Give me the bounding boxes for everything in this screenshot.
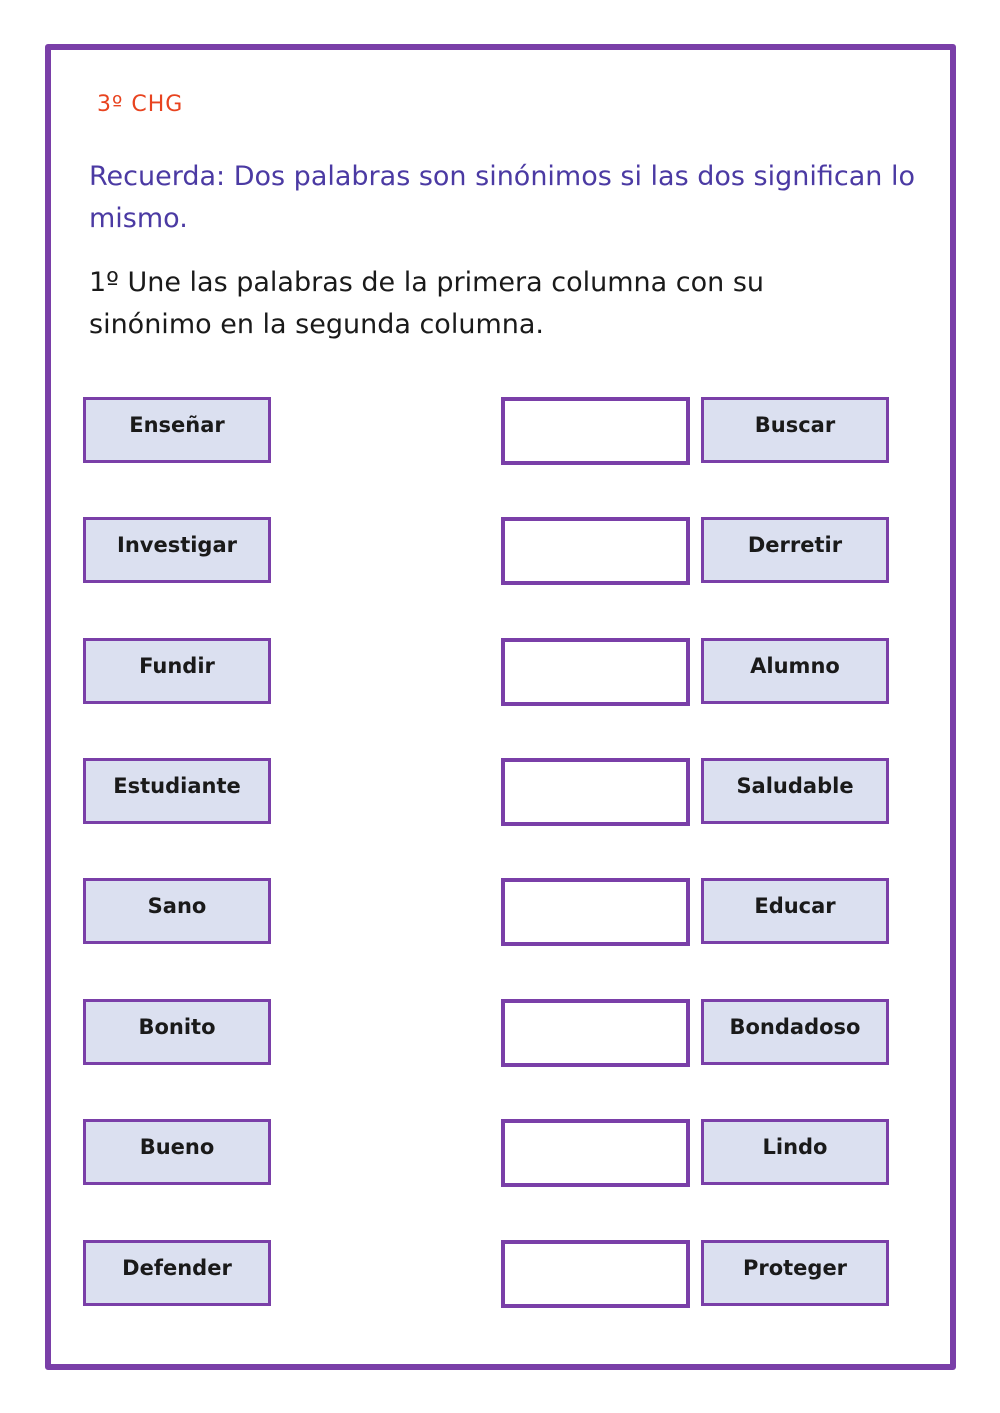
answer-drop-box[interactable] <box>501 638 690 706</box>
left-word-box: Bueno <box>83 1119 271 1185</box>
answer-drop-box[interactable] <box>501 1240 690 1308</box>
right-word-draggable[interactable]: Derretir <box>701 517 889 583</box>
right-word-draggable[interactable]: Proteger <box>701 1240 889 1306</box>
left-word-box: Enseñar <box>83 397 271 463</box>
left-word-box: Estudiante <box>83 758 271 824</box>
right-word-draggable[interactable]: Educar <box>701 878 889 944</box>
left-word-box: Fundir <box>83 638 271 704</box>
reminder-text: Recuerda: Dos palabras son sinónimos si las dos significan lo mismo. <box>89 161 915 234</box>
answer-drop-box[interactable] <box>501 758 690 826</box>
left-word-box: Investigar <box>83 517 271 583</box>
right-word-draggable[interactable]: Lindo <box>701 1119 889 1185</box>
right-word-draggable[interactable]: Buscar <box>701 397 889 463</box>
answer-drop-box[interactable] <box>501 1119 690 1187</box>
answer-drop-box[interactable] <box>501 999 690 1067</box>
class-label: 3º CHG <box>97 92 184 117</box>
left-word-box: Bonito <box>83 999 271 1065</box>
right-word-draggable[interactable]: Saludable <box>701 758 889 824</box>
left-word-box: Defender <box>83 1240 271 1306</box>
answer-drop-box[interactable] <box>501 397 690 465</box>
answer-drop-box[interactable] <box>501 878 690 946</box>
left-word-box: Sano <box>83 878 271 944</box>
right-word-draggable[interactable]: Alumno <box>701 638 889 704</box>
answer-drop-box[interactable] <box>501 517 690 585</box>
instruction-text: 1º Une las palabras de la primera columna con su sinónimo en la segunda columna. <box>89 267 765 340</box>
right-word-draggable[interactable]: Bondadoso <box>701 999 889 1065</box>
